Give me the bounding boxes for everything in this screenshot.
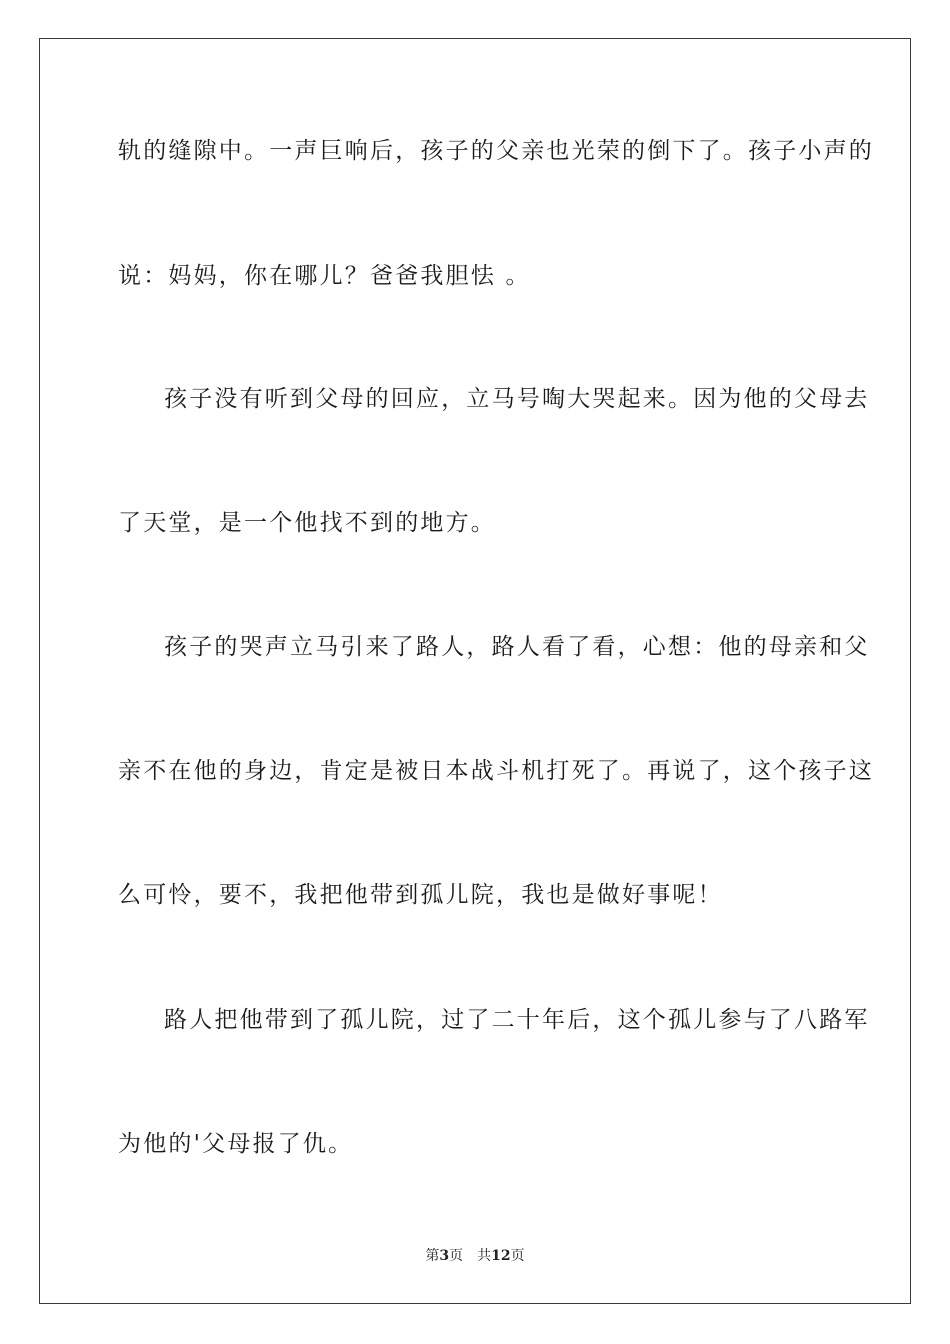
total-suffix: 页 (510, 1248, 525, 1264)
paragraph-line: 亲不在他的身边，肯定是被日本战斗机打死了。再说了，这个孩子这 (118, 758, 874, 784)
page-prefix: 第 (425, 1248, 440, 1264)
paragraph-line: 为他的'父母报了仇。 (118, 1131, 354, 1157)
paragraph-line: 说：妈妈，你在哪儿？爸爸我胆怯 。 (118, 263, 531, 289)
total-prefix: 共 (477, 1248, 492, 1264)
page-suffix: 页 (449, 1248, 464, 1264)
paragraph-line: 孩子的哭声立马引来了路人，路人看了看，心想：他的母亲和父 (164, 634, 870, 660)
page-footer (0, 1247, 950, 1265)
page-border (39, 38, 911, 1304)
page-number: 3 (439, 1248, 450, 1264)
paragraph-line: 轨的缝隙中。一声巨响后，孩子的父亲也光荣的倒下了。孩子小声的 (118, 138, 874, 164)
paragraph-line: 了天堂，是一个他找不到的地方。 (118, 510, 496, 536)
paragraph-line: 孩子没有听到父母的回应，立马号啕大哭起来。因为他的父母去 (164, 386, 870, 412)
paragraph-line: 路人把他带到了孤儿院，过了二十年后，这个孤儿参与了八路军 (164, 1007, 870, 1033)
total-pages: 12 (491, 1248, 511, 1264)
paragraph-line: 么可怜，要不，我把他带到孤儿院，我也是做好事呢！ (118, 882, 723, 908)
